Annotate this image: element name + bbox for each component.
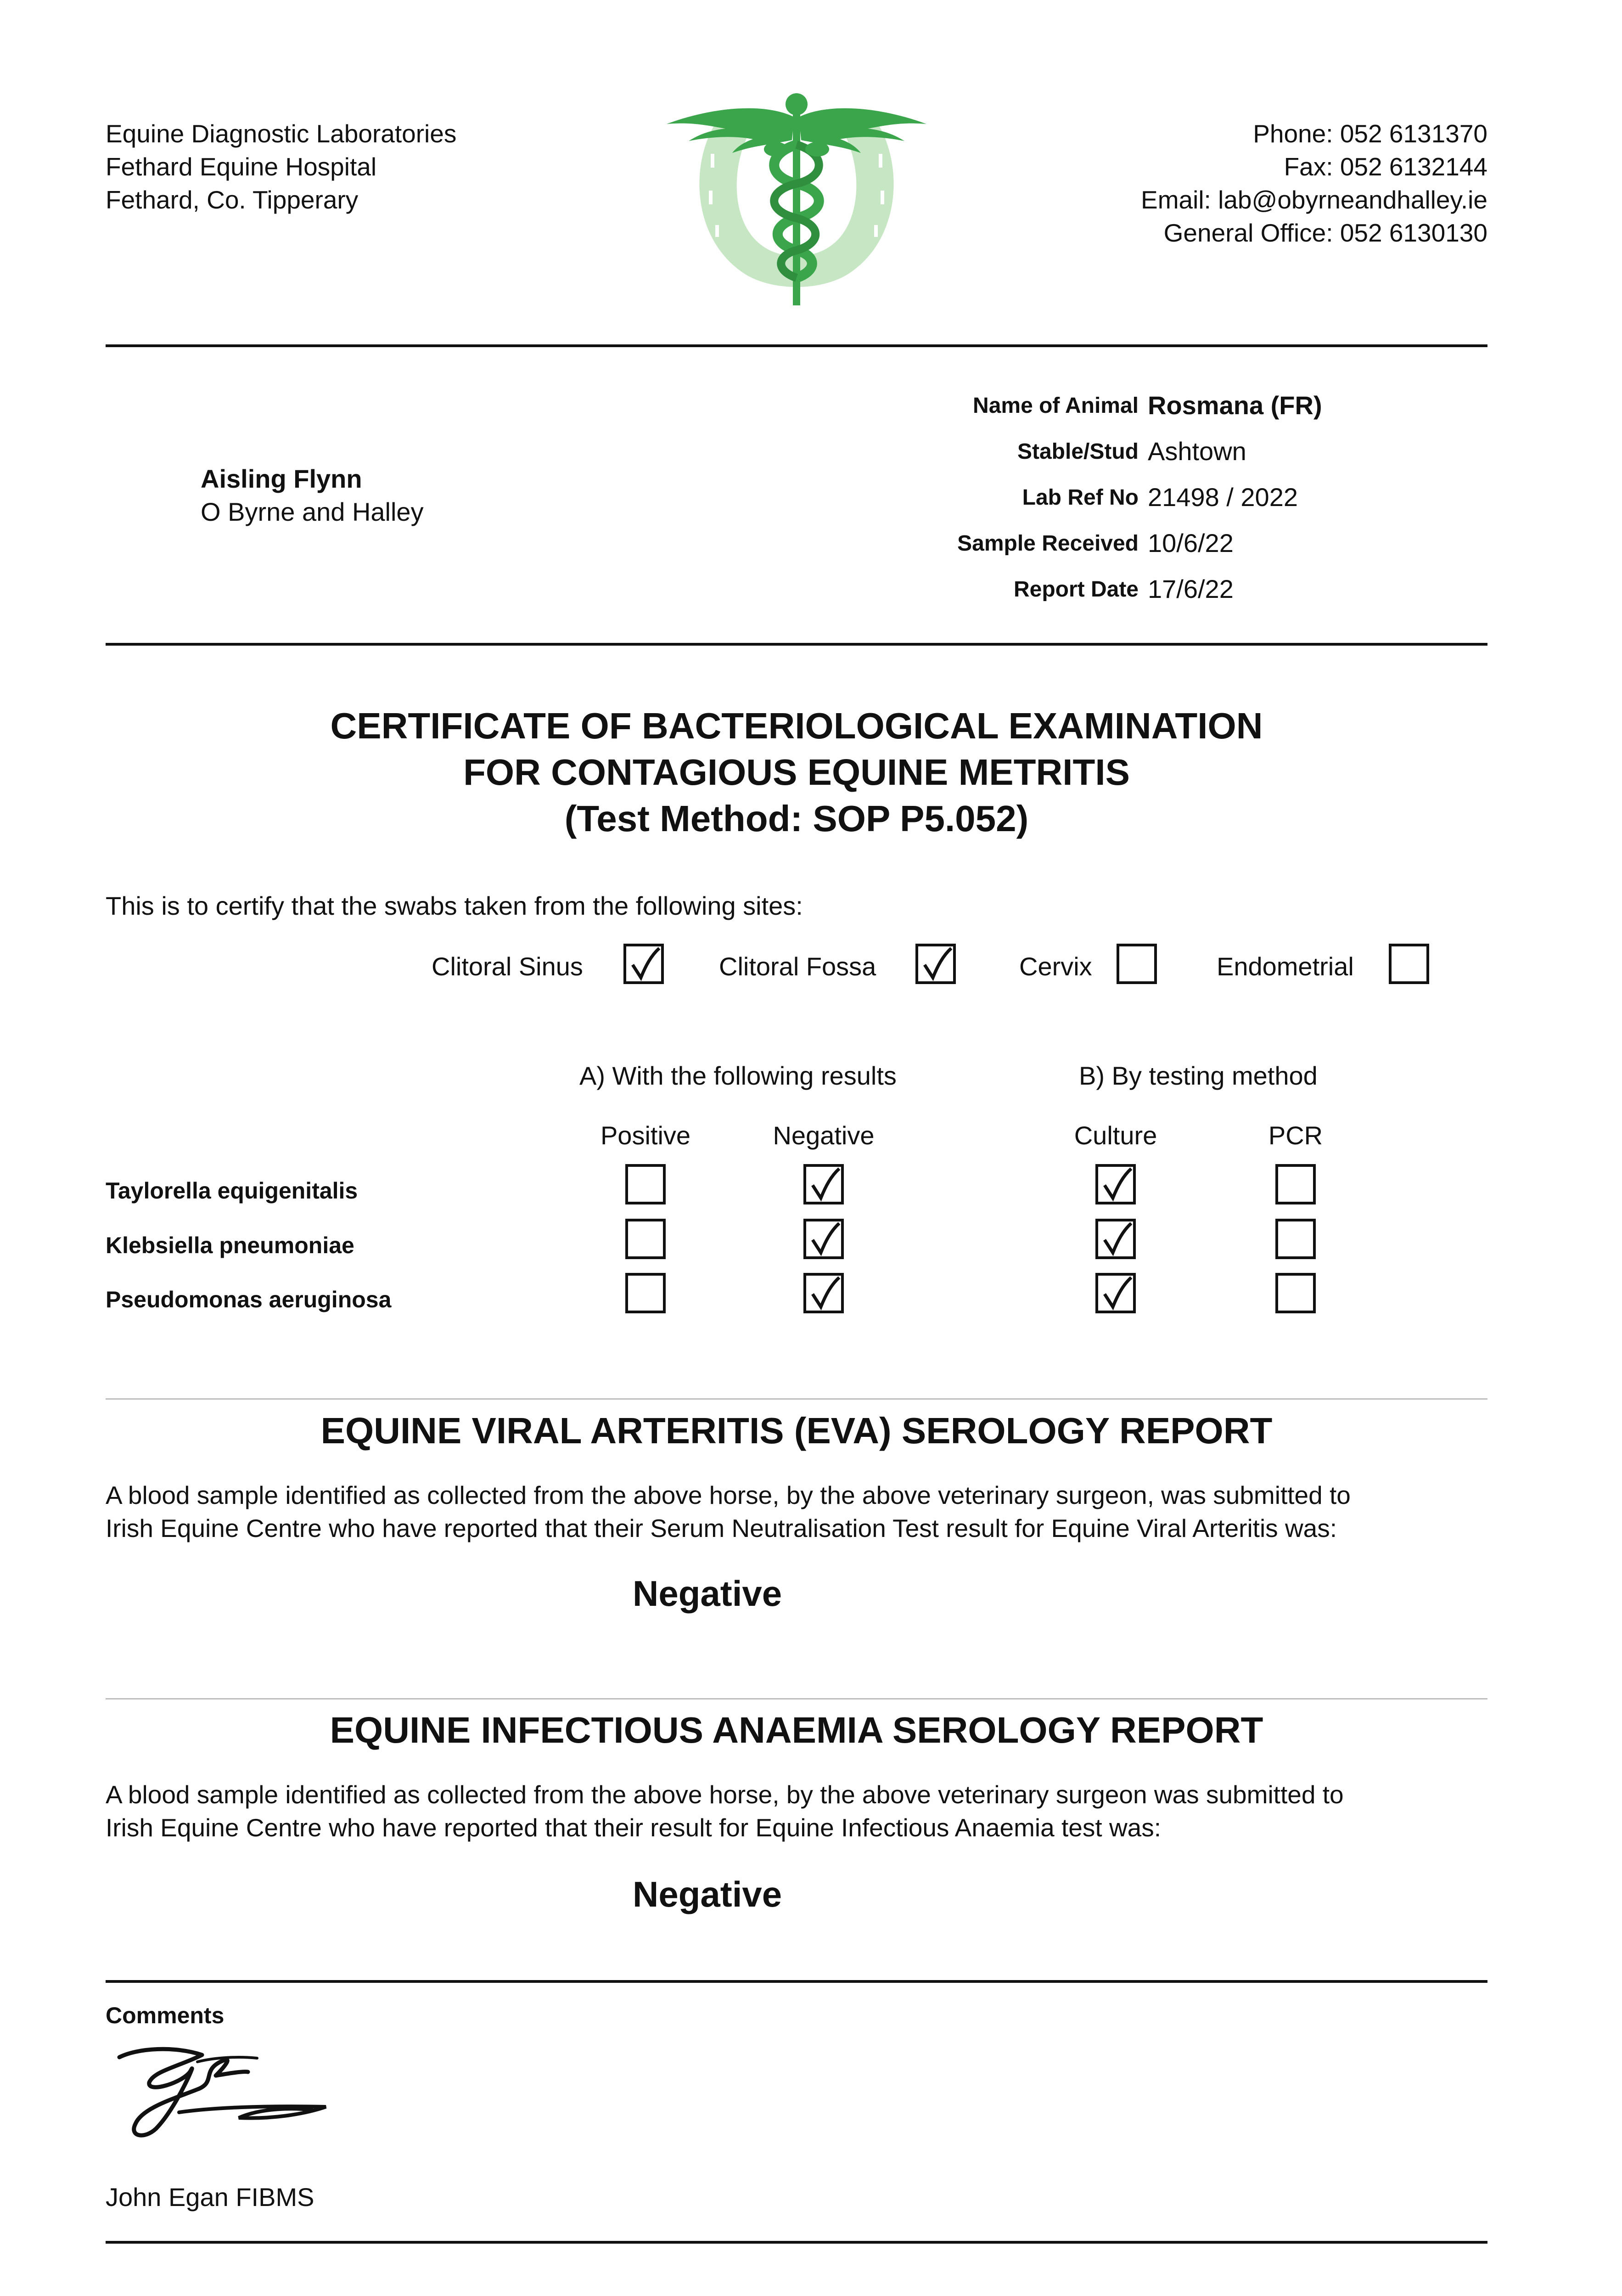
stable-label: Stable/Stud xyxy=(1017,439,1139,464)
site-checkbox-clitoral-fossa[interactable] xyxy=(915,944,956,984)
recipient-name: Aisling Flynn xyxy=(201,464,362,493)
lab-address-line: Fethard, Co. Tipperary xyxy=(106,186,359,214)
sample-received-label: Sample Received xyxy=(957,531,1139,556)
culture-checkbox[interactable] xyxy=(1095,1164,1136,1204)
organism-name: Taylorella equigenitalis xyxy=(106,1178,358,1204)
lab-ref-label: Lab Ref No xyxy=(1022,485,1139,510)
lab-address xyxy=(106,117,456,216)
organism-name: Klebsiella pneumoniae xyxy=(106,1232,354,1258)
header-divider xyxy=(106,344,1487,347)
culture-checkbox[interactable] xyxy=(1095,1273,1136,1313)
site-label-cervix: Cervix xyxy=(1019,952,1092,981)
check-icon xyxy=(807,1221,843,1258)
contact-details xyxy=(1141,117,1487,249)
column-culture: Culture xyxy=(1074,1121,1157,1150)
eia-text xyxy=(106,1778,1344,1844)
site-label-clitoral-sinus: Clitoral Sinus xyxy=(432,952,583,981)
email-line[interactable]: Email: lab@obyrneandhalley.ie xyxy=(1141,186,1487,214)
cem-title xyxy=(106,703,1487,842)
lab-address-line: Fethard Equine Hospital xyxy=(106,152,377,181)
site-label-endometrial: Endometrial xyxy=(1217,952,1354,981)
eia-text-line: A blood sample identified as collected from the above horse, by the above veterinary surgeon was submitted to xyxy=(106,1780,1344,1809)
cem-title-line: FOR CONTAGIOUS EQUINE METRITIS xyxy=(463,752,1130,793)
handwritten-signature-icon xyxy=(110,2039,349,2158)
pcr-checkbox[interactable] xyxy=(1275,1273,1316,1313)
lab-logo xyxy=(661,85,932,315)
recipient-practice: O Byrne and Halley xyxy=(201,497,424,526)
sample-received-value: 10/6/22 xyxy=(1148,529,1234,557)
check-icon xyxy=(807,1166,843,1204)
eva-text xyxy=(106,1479,1351,1545)
check-icon xyxy=(807,1275,843,1312)
stable-value: Ashtown xyxy=(1148,437,1246,466)
positive-checkbox[interactable] xyxy=(625,1273,666,1313)
eva-divider xyxy=(106,1398,1487,1400)
report-date-value: 17/6/22 xyxy=(1148,574,1234,603)
eva-result: Negative xyxy=(633,1573,782,1614)
positive-checkbox[interactable] xyxy=(625,1164,666,1204)
check-icon xyxy=(1099,1166,1135,1204)
column-positive: Positive xyxy=(600,1121,691,1150)
office-line: General Office: 052 6130130 xyxy=(1163,219,1487,247)
animal-name-label: Name of Animal xyxy=(973,394,1139,418)
method-heading: B) By testing method xyxy=(1079,1061,1318,1090)
check-icon xyxy=(919,945,955,983)
eva-title: EQUINE VIRAL ARTERITIS (EVA) SEROLOGY REPORT xyxy=(320,1410,1273,1451)
eia-title: EQUINE INFECTIOUS ANAEMIA SEROLOGY REPORT xyxy=(330,1710,1263,1750)
signature xyxy=(110,2039,349,2158)
animal-name-value: Rosmana (FR) xyxy=(1148,391,1322,420)
eva-text-line: A blood sample identified as collected from the above horse, by the above veterinary surgeon, was submitted to xyxy=(106,1481,1351,1509)
eia-result: Negative xyxy=(633,1874,782,1914)
lab-ref-value: 21498 / 2022 xyxy=(1148,483,1298,512)
negative-checkbox[interactable] xyxy=(803,1273,844,1313)
check-icon xyxy=(1099,1275,1135,1312)
site-checkbox-endometrial[interactable] xyxy=(1389,944,1429,984)
negative-checkbox[interactable] xyxy=(803,1219,844,1259)
report-date-label: Report Date xyxy=(1013,577,1139,602)
site-checkbox-clitoral-sinus[interactable] xyxy=(623,944,664,984)
pcr-checkbox[interactable] xyxy=(1275,1164,1316,1204)
site-label-clitoral-fossa: Clitoral Fossa xyxy=(719,952,876,981)
details-divider xyxy=(106,643,1487,646)
site-checkbox-cervix[interactable] xyxy=(1117,944,1157,984)
cem-title-line: (Test Method: SOP P5.052) xyxy=(564,798,1029,839)
organism-name: Pseudomonas aeruginosa xyxy=(106,1287,392,1312)
cem-title-line: CERTIFICATE OF BACTERIOLOGICAL EXAMINATION xyxy=(330,705,1263,746)
negative-checkbox[interactable] xyxy=(803,1164,844,1204)
positive-checkbox[interactable] xyxy=(625,1219,666,1259)
column-negative: Negative xyxy=(773,1121,875,1150)
phone-line: Phone: 052 6131370 xyxy=(1253,119,1487,148)
fax-line: Fax: 052 6132144 xyxy=(1284,152,1487,181)
cem-intro: This is to certify that the swabs taken from the following sites: xyxy=(106,891,803,920)
lab-address-line: Equine Diagnostic Laboratories xyxy=(106,119,457,148)
footer-divider xyxy=(106,2241,1487,2244)
signatory-name: John Egan FIBMS xyxy=(106,2183,314,2212)
check-icon xyxy=(627,945,663,983)
pcr-checkbox[interactable] xyxy=(1275,1219,1316,1259)
comments-divider xyxy=(106,1980,1487,1983)
comments-label: Comments xyxy=(106,2003,224,2028)
column-pcr: PCR xyxy=(1268,1121,1323,1150)
culture-checkbox[interactable] xyxy=(1095,1219,1136,1259)
eia-divider xyxy=(106,1698,1487,1699)
caduceus-horseshoe-logo-icon xyxy=(661,85,932,315)
eia-text-line: Irish Equine Centre who have reported that their result for Equine Infectious Anaemia test was: xyxy=(106,1813,1162,1842)
results-heading: A) With the following results xyxy=(579,1061,897,1090)
eva-text-line: Irish Equine Centre who have reported that their Serum Neutralisation Test result for Equine Viral Arteritis was: xyxy=(106,1514,1337,1542)
check-icon xyxy=(1099,1221,1135,1258)
